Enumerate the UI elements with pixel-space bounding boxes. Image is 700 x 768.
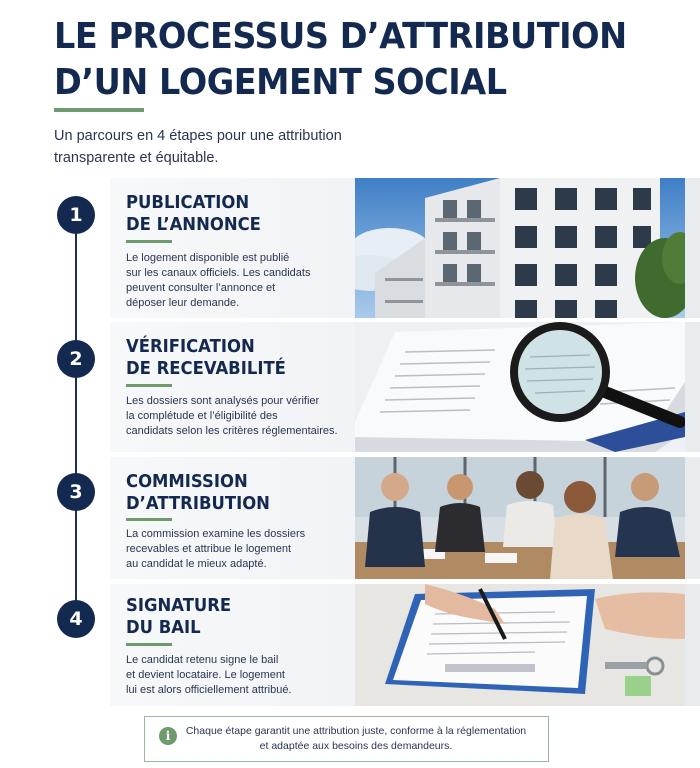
desc-line: peuvent consulter l’annonce et bbox=[126, 282, 276, 294]
desc-line: La commission examine les dossiers bbox=[126, 528, 306, 540]
desc-line: au candidat le mieux adapté. bbox=[126, 558, 267, 570]
step-underline bbox=[126, 384, 172, 387]
step-description bbox=[126, 251, 356, 311]
step-4 bbox=[0, 584, 700, 706]
step-underline bbox=[126, 240, 172, 243]
step-title bbox=[126, 471, 342, 515]
subtitle-line2: transparente et équitable. bbox=[54, 150, 219, 166]
page-subtitle bbox=[54, 125, 384, 169]
desc-line: recevables et attribue le logement bbox=[126, 543, 292, 555]
step-title-line1: SIGNATURE bbox=[126, 596, 232, 616]
desc-line: Les dossiers sont analysés pour vérifier bbox=[126, 395, 320, 407]
desc-line: Le candidat retenu signe le bail bbox=[126, 654, 279, 666]
info-icon: i bbox=[159, 727, 177, 745]
step-underline bbox=[126, 643, 172, 646]
step-title-line1: PUBLICATION bbox=[126, 193, 250, 213]
desc-line: candidats selon les critères réglementaires. bbox=[126, 425, 338, 437]
step-title bbox=[126, 192, 342, 236]
committee-meeting-photo bbox=[355, 457, 685, 579]
step-title bbox=[126, 595, 342, 639]
info-note-line1: Chaque étape garantit une attribution juste, conforme à la réglementation bbox=[185, 725, 527, 737]
desc-line: et devient locataire. Le logement bbox=[126, 669, 285, 681]
desc-line: sur les canaux officiels. Les candidats bbox=[126, 267, 311, 279]
step-number-badge: 3 bbox=[57, 473, 95, 511]
step-title-line1: VÉRIFICATION bbox=[126, 337, 255, 357]
page-title-line2: D’UN LOGEMENT SOCIAL bbox=[54, 62, 507, 103]
apartment-building-photo bbox=[355, 178, 685, 318]
step-number-badge: 4 bbox=[57, 600, 95, 638]
step-title-line2: DE L’ANNONCE bbox=[126, 215, 261, 235]
title-underline bbox=[54, 108, 144, 112]
step-title-line2: DE RECEVABILITÉ bbox=[126, 359, 286, 379]
step-title bbox=[126, 336, 342, 380]
step-title-line2: DU BAIL bbox=[126, 618, 201, 638]
step-description bbox=[126, 527, 356, 572]
step-2 bbox=[0, 322, 700, 452]
desc-line: lui est alors officiellement attribué. bbox=[126, 684, 292, 696]
step-title-line2: D’ATTRIBUTION bbox=[126, 494, 270, 514]
info-note bbox=[144, 716, 549, 762]
step-number-badge: 1 bbox=[57, 196, 95, 234]
step-description bbox=[126, 653, 356, 698]
step-underline bbox=[126, 518, 172, 521]
step-title-line1: COMMISSION bbox=[126, 472, 248, 492]
step-3 bbox=[0, 457, 700, 579]
desc-line: la complétude et l’éligibilité des bbox=[126, 410, 278, 422]
info-note-text bbox=[181, 724, 531, 754]
page-title-line1: LE PROCESSUS D’ATTRIBUTION bbox=[54, 16, 627, 57]
step-1 bbox=[0, 178, 700, 318]
page-title bbox=[54, 14, 631, 106]
desc-line: Le logement disponible est publié bbox=[126, 252, 290, 264]
info-note-line2: et adaptée aux besoins des demandeurs. bbox=[259, 740, 453, 752]
lease-signing-photo bbox=[355, 584, 685, 706]
step-number-badge: 2 bbox=[57, 340, 95, 378]
magnifying-glass-documents-photo bbox=[355, 322, 685, 452]
desc-line: déposer leur demande. bbox=[126, 297, 240, 309]
step-description bbox=[126, 394, 356, 439]
subtitle-line1: Un parcours en 4 étapes pour une attribution bbox=[54, 128, 342, 144]
